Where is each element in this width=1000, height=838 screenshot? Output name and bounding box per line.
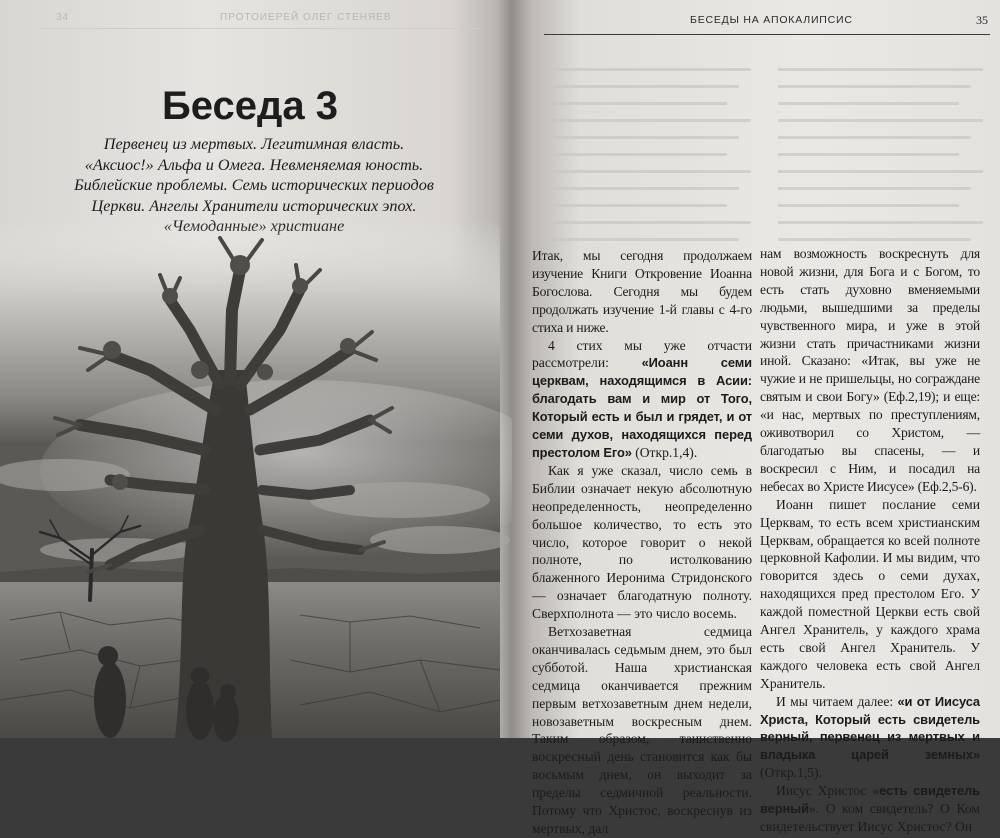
show-through-line: [778, 119, 983, 122]
show-through-line: [546, 136, 739, 139]
chapter-lead: Первенец из мертвых. Легитимная власть. «Аксиос!» Альфа и Омега. Невменяемая юность. Библейские проблемы. Семь исторических периодов Церкви. Ангелы Хранители исторических эпох.: [74, 135, 434, 215]
paragraph: 4 стих мы уже отчасти рассмотрели: «Иоанн семи церквам, находящимся в Асии: благодать вам и мир от Того, Который есть и был и грядет, и от семи духов, находящихся перед престолом Его» (Откр.1,4).: [532, 337, 752, 460]
show-through-line: [546, 204, 727, 207]
bible-quote: «Иоанн семи церквам, находящимся в Асии: благодать вам и мир от Того, Который есть и был и грядет, и от семи духов, находящихся перед престолом Его»: [532, 355, 752, 460]
bible-quote: есть свидетель верный: [760, 783, 980, 817]
text-column-2: [760, 245, 980, 836]
paragraph: Итак, мы сегодня продолжаем изучение Книги Откровение Иоанна Богослова. Сегодня мы будем продолжать изучение 1-й главы с 4-го стиха и ниже.: [532, 248, 752, 335]
show-through-line: [778, 221, 983, 224]
show-through-line: [546, 238, 739, 241]
paragraph: Иисус Христос «есть свидетель верный». О ком свидетель? О Ком свидетельствует Иисус Христос? Он: [760, 783, 980, 834]
text-column-1: [532, 247, 752, 838]
faded-header-title: ПРОТОИЕРЕЙ ОЛЕГ СТЕНЯЕВ: [220, 12, 392, 23]
show-through-line: [778, 102, 959, 105]
show-through-line: [778, 238, 971, 241]
tree-illustration: [0, 220, 500, 738]
faded-running-head: [40, 8, 480, 30]
paragraph: Иоанн пишет послание семи Церквам, то есть всем христианским Церквам, обращается ко всей полноте церковной Кафолии. И мы видим, что говорится здесь о семи духах, находящихся пред престолом Его. У каждой поместной Церкви есть свой Ангел Хранитель, у каждого храма есть свой Ангел Хранитель. У каждого человека есть свой Ангел Хранитель.: [760, 496, 980, 691]
faded-page-number: 34: [56, 12, 70, 23]
show-through-line: [778, 204, 959, 207]
show-through-line: [546, 170, 751, 173]
show-through-line: [778, 170, 983, 173]
running-head-title: БЕСЕДЫ НА АПОКАЛИПСИС: [690, 14, 853, 26]
show-through-line: [546, 153, 727, 156]
show-through-line: [778, 153, 959, 156]
show-through-line: [778, 68, 983, 71]
chapter-title: Беседа 3: [162, 84, 338, 128]
paragraph: нам возможность воскреснуть для новой жизни, для Бога и с Богом, то есть стать духовно вменяемыми людьми, вышедшими за пределы чувственного мира, и уже в этой жизни стать причастниками жизни иной. Сказано: «Итак, вы уже не чужие и не пришельцы, но сограждане святым и свои Богу» (Еф.2,19); и еще: «и нас, мертвых по преступлениям, оживотворил со Христом, — благодатью вы спасены, — и воскресил с Ним, и посадил на небесах во Христе Иисусе» (Еф.2,5-6).: [760, 246, 980, 494]
show-through-line: [546, 68, 751, 71]
show-through-line: [546, 102, 727, 105]
show-through-line: [546, 221, 751, 224]
paragraph: И мы читаем далее: «и от Иисуса Христа, Который есть свидетель верный, первенец из мертвых и владыка царей земных» (Откр.1,5).: [760, 693, 980, 781]
show-through-line: [546, 187, 739, 190]
show-through-line: [546, 119, 751, 122]
show-through-line: [778, 136, 971, 139]
running-head: [544, 9, 990, 35]
show-through-text: [540, 40, 992, 240]
paragraph: Ветхозаветная седмица оканчивалась седьмым днем, это был субботой. Наша христианская седмица оканчивается прежним первым ветхозаветным днем недели, новозаветным воскресным днем. Таким образом, таинственно воскресный день становится как бы восьмым днем, он выходит за пределы седмичной реальности. Потому что Христос, воскреснув из мертвых, дал: [532, 624, 752, 836]
page-number: 35: [976, 13, 988, 27]
faded-header-rule: [40, 28, 480, 29]
show-through-line: [778, 187, 971, 190]
left-page: [0, 0, 512, 738]
paragraph: Как я уже сказал, число семь в Библии означает некую абсолютную неопределенность, неопределенно большое количество, то есть это число, которое говорит о некой полноте, по истолкованию блаженного Иеронима Стридонского — означает благодатную полноту. Сверхполнота — это число восемь.: [532, 462, 752, 622]
show-through-line: [778, 85, 971, 88]
bible-quote: «и от Иисуса Христа, Который есть свидетель верный, первенец из мертвых и владыка царей земных»: [760, 693, 980, 763]
right-page: [512, 0, 1000, 836]
show-through-line: [546, 85, 739, 88]
